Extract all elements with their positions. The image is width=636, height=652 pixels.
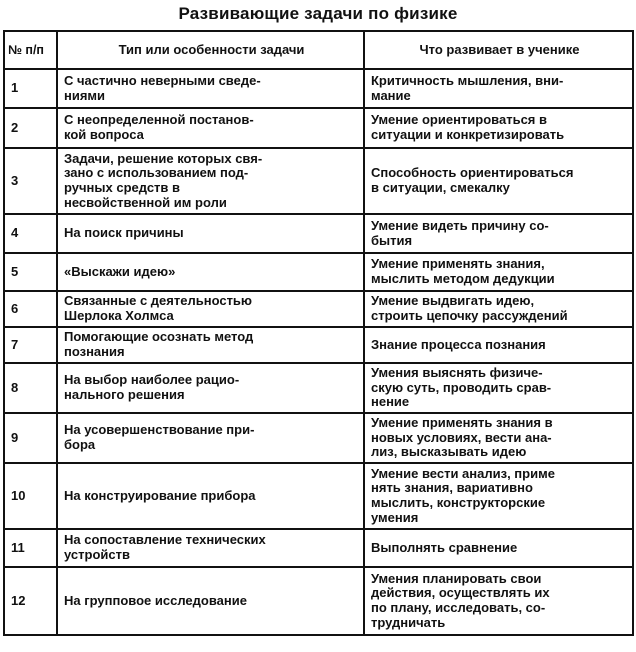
- row-number: 7: [4, 327, 57, 363]
- column-header-type: Тип или особенности задачи: [57, 31, 364, 69]
- tasks-table: [3, 30, 634, 636]
- row-number: 8: [4, 363, 57, 413]
- develops-skill: Выполнять сравнение: [364, 529, 633, 567]
- table-row: [4, 253, 633, 291]
- row-number: 5: [4, 253, 57, 291]
- column-header-num: № п/п: [4, 31, 57, 69]
- row-number: 2: [4, 108, 57, 148]
- row-number: 1: [4, 69, 57, 108]
- task-type: На конструирование прибора: [57, 463, 364, 529]
- header-row: [4, 31, 633, 69]
- develops-skill: Умение видеть причину со- бытия: [364, 214, 633, 253]
- table-row: [4, 413, 633, 463]
- column-header-develops: Что развивает в ученике: [364, 31, 633, 69]
- row-number: 9: [4, 413, 57, 463]
- task-type: Помогающие осознать метод познания: [57, 327, 364, 363]
- table-row: [4, 291, 633, 327]
- table-row: [4, 148, 633, 214]
- task-type: «Выскажи идею»: [57, 253, 364, 291]
- develops-skill: Умение выдвигать идею, строить цепочку рассуждений: [364, 291, 633, 327]
- row-number: 3: [4, 148, 57, 214]
- table-row: [4, 214, 633, 253]
- develops-skill: Способность ориентироваться в ситуации, смекалку: [364, 148, 633, 214]
- develops-skill: Умение применять знания, мыслить методом дедукции: [364, 253, 633, 291]
- table-row: [4, 69, 633, 108]
- row-number: 11: [4, 529, 57, 567]
- develops-skill: Умения выяснять физиче- скую суть, проводить срав- нение: [364, 363, 633, 413]
- table-row: [4, 529, 633, 567]
- task-type: На поиск причины: [57, 214, 364, 253]
- task-type: На выбор наиболее рацио- нального решения: [57, 363, 364, 413]
- task-type: Задачи, решение которых свя- зано с использованием под- ручных средств в несвойственной им роли: [57, 148, 364, 214]
- task-type: На усовершенствование при- бора: [57, 413, 364, 463]
- table-row: [4, 327, 633, 363]
- task-type: На сопоставление технических устройств: [57, 529, 364, 567]
- page-title: Развивающие задачи по физике: [178, 4, 458, 23]
- develops-skill: Умение применять знания в новых условиях, вести ана- лиз, высказывать идею: [364, 413, 633, 463]
- row-number: 6: [4, 291, 57, 327]
- develops-skill: Умения планировать свои действия, осуществлять их по плану, исследовать, со- трудничать: [364, 567, 633, 635]
- table-row: [4, 363, 633, 413]
- develops-skill: Умение вести анализ, приме нять знания, вариативно мыслить, конструкторские умения: [364, 463, 633, 529]
- task-type: С частично неверными сведе- ниями: [57, 69, 364, 108]
- row-number: 4: [4, 214, 57, 253]
- row-number: 10: [4, 463, 57, 529]
- table-row: [4, 567, 633, 635]
- table-row: [4, 108, 633, 148]
- develops-skill: Критичность мышления, вни- мание: [364, 69, 633, 108]
- develops-skill: Знание процесса познания: [364, 327, 633, 363]
- task-type: На групповое исследование: [57, 567, 364, 635]
- table-row: [4, 463, 633, 529]
- develops-skill: Умение ориентироваться в ситуации и конкретизировать: [364, 108, 633, 148]
- row-number: 12: [4, 567, 57, 635]
- task-type: С неопределенной постанов- кой вопроса: [57, 108, 364, 148]
- task-type: Связанные с деятельностью Шерлока Холмса: [57, 291, 364, 327]
